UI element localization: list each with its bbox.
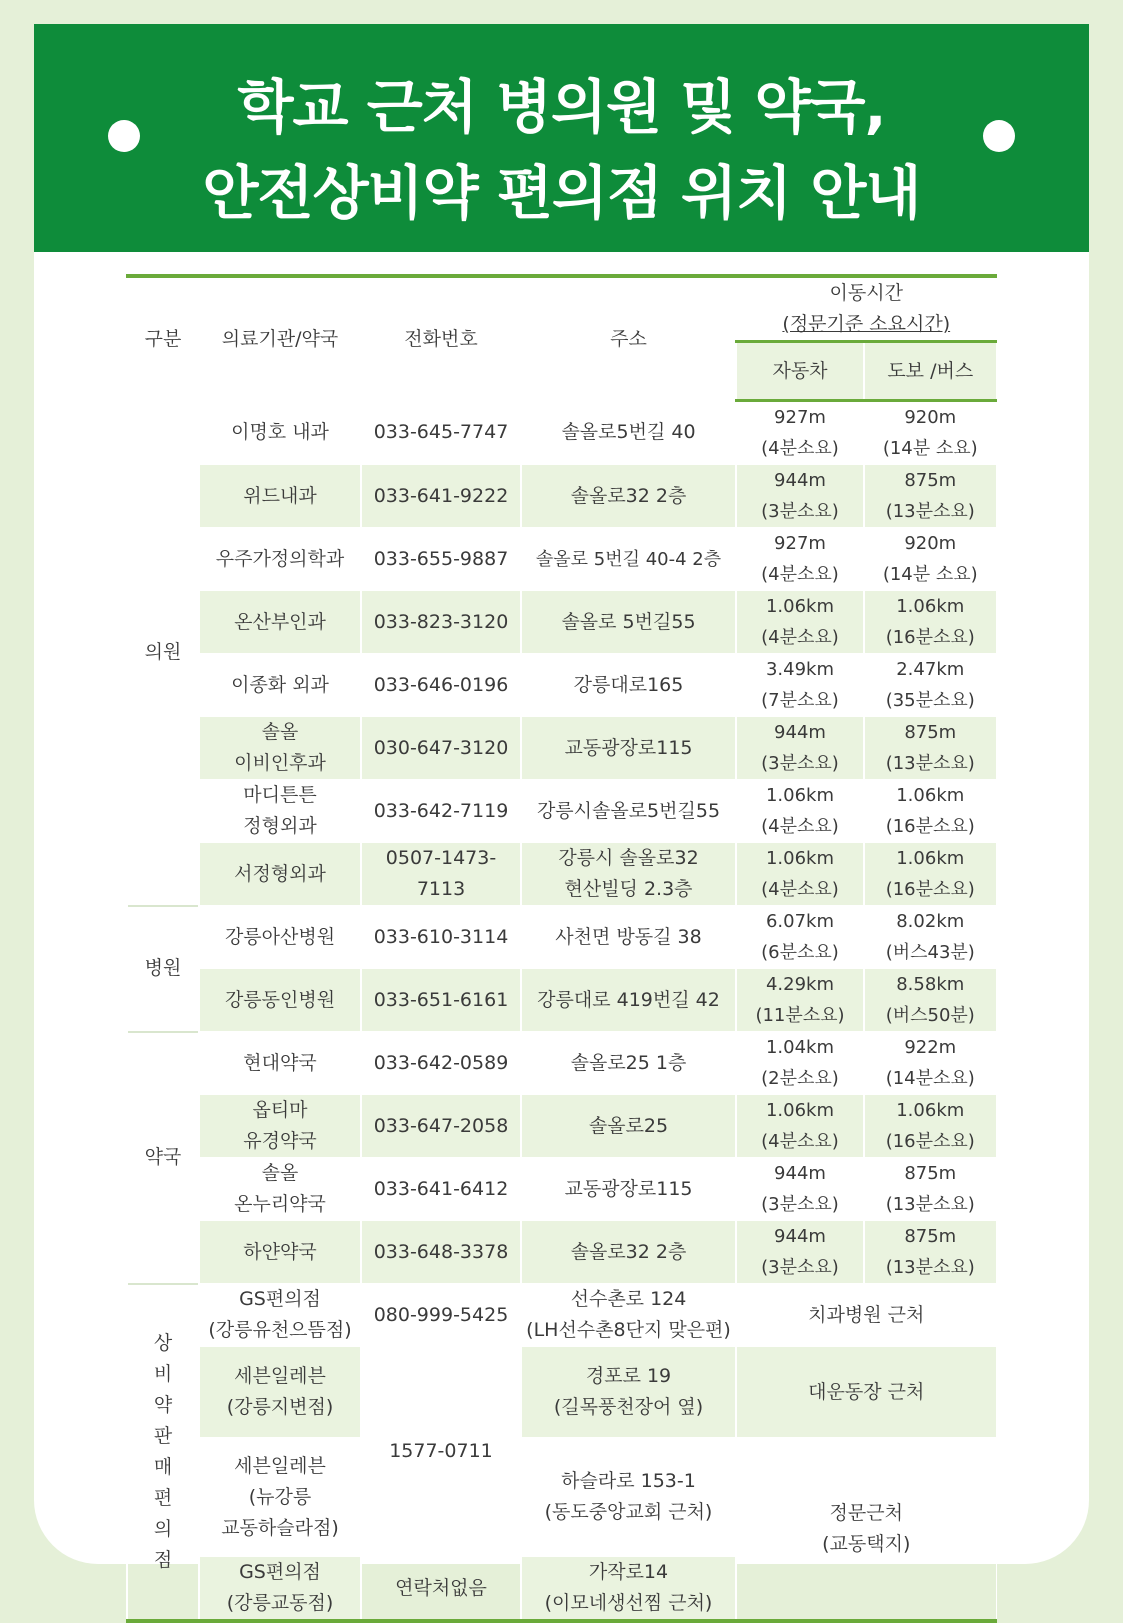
info-card (34, 24, 1089, 1614)
store-name-line: (뉴강릉 (248, 1485, 312, 1508)
car-time-cell (736, 1095, 864, 1158)
clinic-phone-line: 0507-1473- (385, 847, 497, 869)
walk-duration: (13분소요) (885, 1257, 975, 1278)
clinic-name (199, 717, 361, 780)
car-distance: 944m (774, 722, 826, 743)
clinic-address: 교동광장로115 (521, 717, 736, 780)
car-distance: 3.49km (765, 659, 835, 680)
walk-duration: (13분소요) (885, 1194, 975, 1215)
header-travel-time (736, 276, 996, 342)
car-duration: (11분소요) (755, 1005, 845, 1026)
walk-duration: (14분 소요) (882, 438, 978, 459)
table-row (127, 780, 996, 843)
car-distance: 4.29km (765, 974, 835, 995)
car-distance: 6.07km (765, 911, 835, 932)
car-time-cell (736, 465, 864, 528)
car-distance: 944m (774, 1163, 826, 1184)
car-distance: 1.04km (765, 1037, 835, 1058)
header-phone: 전화번호 (361, 276, 521, 401)
car-distance: 944m (774, 470, 826, 491)
pharmacy-name-line: 유경약국 (243, 1130, 317, 1152)
store-name (199, 1557, 361, 1622)
table-row (127, 1158, 996, 1221)
group-pharmacy: 약국 (127, 1032, 199, 1284)
table-row (127, 1032, 996, 1095)
table-row (127, 528, 996, 591)
store-name (199, 1347, 361, 1438)
pharmacy-name-line: 옵티마 (252, 1099, 308, 1121)
store-name-line: 세븐일레븐 (234, 1454, 326, 1477)
store-address (521, 1347, 736, 1438)
header-name: 의료기관/약국 (199, 276, 361, 401)
table-row (127, 843, 996, 906)
clinic-name: 우주가정의학과 (199, 528, 361, 591)
car-distance: 944m (774, 1226, 826, 1247)
table-row (127, 401, 996, 465)
store-name (199, 1438, 361, 1557)
walk-time-cell (864, 906, 996, 969)
car-time-cell (736, 1221, 864, 1284)
walk-duration: (16분소요) (885, 879, 975, 900)
hospital-name: 강릉아산병원 (199, 906, 361, 969)
walk-distance: 922m (904, 1037, 957, 1058)
header-address: 주소 (521, 276, 736, 401)
clinic-phone: 033-641-9222 (361, 465, 521, 528)
table-row (127, 906, 996, 969)
car-duration: (3분소요) (761, 753, 839, 774)
table-row (127, 591, 996, 654)
store-note-line: (교동택지) (822, 1532, 911, 1555)
header-car: 자동차 (736, 342, 864, 401)
car-duration: (4분소요) (761, 438, 839, 459)
car-time-cell (736, 969, 864, 1032)
store-address (521, 1557, 736, 1622)
pharmacy-name-line: 온누리약국 (234, 1193, 326, 1215)
page-title-line-1: 학교 근처 병의원 및 약국, (237, 73, 886, 141)
car-time-cell (736, 401, 864, 465)
group-store-char: 의 (153, 1517, 173, 1540)
car-time-cell (736, 843, 864, 906)
store-address-line: (길목풍천장어 옆) (553, 1396, 704, 1418)
store-address-line: (이모네생선찜 근처) (544, 1592, 713, 1614)
table-row (127, 969, 996, 1032)
store-address-line: (LH선수촌8단지 맞은편) (526, 1319, 731, 1341)
store-note-line: 정문근처 (829, 1501, 903, 1524)
group-store-char: 판 (153, 1424, 173, 1447)
walk-distance: 920m (904, 407, 957, 428)
store-phone: 080-999-5425 (361, 1284, 521, 1347)
walk-distance: 920m (904, 533, 957, 554)
group-store-char: 매 (153, 1455, 173, 1478)
walk-time-cell (864, 717, 996, 780)
table-row (127, 654, 996, 717)
pharmacy-phone: 033-648-3378 (361, 1221, 521, 1284)
car-time-cell (736, 1158, 864, 1221)
title-banner (34, 24, 1089, 252)
walk-distance: 875m (904, 1163, 957, 1184)
walk-duration: (버스43분) (885, 942, 975, 963)
walk-time-cell (864, 1032, 996, 1095)
walk-distance: 1.06km (896, 848, 965, 869)
store-note: 대운동장 근처 (736, 1347, 996, 1438)
walk-duration: (16분소요) (885, 627, 975, 648)
table-row (127, 1438, 996, 1557)
clinic-name: 온산부인과 (199, 591, 361, 654)
clinic-phone-line: 7113 (416, 878, 466, 900)
hospital-address: 사천면 방동길 38 (521, 906, 736, 969)
walk-time-cell (864, 528, 996, 591)
facility-table (126, 274, 997, 1623)
car-time-cell (736, 528, 864, 591)
walk-distance: 1.06km (896, 596, 965, 617)
clinic-address: 강릉대로165 (521, 654, 736, 717)
car-duration: (3분소요) (761, 1194, 839, 1215)
car-duration: (6분소요) (761, 942, 839, 963)
group-store-char: 상 (153, 1331, 173, 1354)
table-row (127, 1284, 996, 1347)
pharmacy-phone: 033-641-6412 (361, 1158, 521, 1221)
walk-time-cell (864, 465, 996, 528)
clinic-address: 솔올로 5번길 40-4 2층 (521, 528, 736, 591)
pharmacy-name: 하얀약국 (199, 1221, 361, 1284)
store-address (521, 1438, 736, 1557)
car-time-cell (736, 654, 864, 717)
car-distance: 1.06km (765, 596, 835, 617)
header-travel-sub: (정문기준 소요시간) (782, 313, 951, 335)
clinic-name-line: 마디튼튼 (243, 784, 317, 806)
page-title-line-2: 안전상비약 편의점 위치 안내 (202, 159, 921, 227)
hospital-phone: 033-610-3114 (361, 906, 521, 969)
walk-time-cell (864, 1221, 996, 1284)
clinic-name-line: 정형외과 (243, 815, 317, 837)
store-name-line: 세븐일레븐 (234, 1365, 326, 1387)
car-distance: 1.06km (765, 785, 835, 806)
clinic-address: 솔올로5번길 40 (521, 401, 736, 465)
walk-time-cell (864, 780, 996, 843)
walk-distance: 875m (904, 722, 957, 743)
store-address-line: 하슬라로 153-1 (561, 1470, 696, 1492)
store-address-line: (동도중앙교회 근처) (544, 1501, 713, 1523)
clinic-name-line: 이비인후과 (234, 752, 326, 774)
walk-time-cell (864, 969, 996, 1032)
walk-distance: 2.47km (896, 659, 965, 680)
store-note (736, 1438, 996, 1622)
car-duration: (7분소요) (761, 690, 839, 711)
walk-duration: (버스50분) (885, 1005, 975, 1026)
car-time-cell (736, 906, 864, 969)
clinic-name: 위드내과 (199, 465, 361, 528)
clinic-address: 강릉시솔올로5번길55 (521, 780, 736, 843)
pharmacy-phone: 033-647-2058 (361, 1095, 521, 1158)
car-time-cell (736, 591, 864, 654)
walk-duration: (35분소요) (885, 690, 975, 711)
store-address (521, 1284, 736, 1347)
store-name-line: (강릉유천으뜸점) (208, 1319, 352, 1341)
clinic-name-line: 솔올 (261, 721, 299, 743)
store-note: 치과병원 근처 (736, 1284, 996, 1347)
group-store-char: 점 (153, 1548, 173, 1571)
walk-duration: (16분소요) (885, 1131, 975, 1152)
clinic-name: 서정형외과 (199, 843, 361, 906)
walk-duration: (13분소요) (885, 501, 975, 522)
store-address-line: 가작로14 (588, 1561, 669, 1583)
clinic-address-line: 강릉시 솔올로32 (558, 847, 699, 869)
pharmacy-address: 솔올로25 1층 (521, 1032, 736, 1095)
store-name-line: (강릉교동점) (226, 1592, 334, 1614)
walk-distance: 8.02km (896, 911, 965, 932)
car-distance: 1.06km (765, 848, 835, 869)
clinic-phone: 033-646-0196 (361, 654, 521, 717)
store-phone: 연락처없음 (361, 1557, 521, 1622)
car-duration: (3분소요) (761, 1257, 839, 1278)
walk-distance: 875m (904, 470, 957, 491)
car-duration: (3분소요) (761, 501, 839, 522)
walk-duration: (13분소요) (885, 753, 975, 774)
hospital-address: 강릉대로 419번길 42 (521, 969, 736, 1032)
table-row (127, 1221, 996, 1284)
walk-time-cell (864, 654, 996, 717)
walk-duration: (16분소요) (885, 816, 975, 837)
walk-time-cell (864, 591, 996, 654)
group-clinic: 의원 (127, 401, 199, 906)
walk-time-cell (864, 1158, 996, 1221)
store-name-line: GS편의점 (239, 1561, 321, 1583)
clinic-address (521, 843, 736, 906)
pharmacy-address: 교동광장로115 (521, 1158, 736, 1221)
pharmacy-address: 솔올로25 (521, 1095, 736, 1158)
clinic-name: 이명호 내과 (199, 401, 361, 465)
car-distance: 927m (774, 407, 826, 428)
clinic-phone (361, 843, 521, 906)
clinic-phone: 033-642-7119 (361, 780, 521, 843)
table-row (127, 717, 996, 780)
group-hospital: 병원 (127, 906, 199, 1032)
car-duration: (4분소요) (761, 879, 839, 900)
header-travel-label: 이동시간 (829, 282, 903, 304)
clinic-address-line: 현산빌딩 2.3층 (564, 878, 693, 900)
car-time-cell (736, 780, 864, 843)
pharmacy-name (199, 1095, 361, 1158)
store-name-line: (강릉지변점) (226, 1396, 334, 1418)
table-row (127, 465, 996, 528)
car-time-cell (736, 717, 864, 780)
car-time-cell (736, 1032, 864, 1095)
walk-distance: 1.06km (896, 785, 965, 806)
car-distance: 1.06km (765, 1100, 835, 1121)
walk-time-cell (864, 843, 996, 906)
car-duration: (4분소요) (761, 1131, 839, 1152)
clinic-phone: 030-647-3120 (361, 717, 521, 780)
clinic-phone: 033-645-7747 (361, 401, 521, 465)
store-name (199, 1284, 361, 1347)
store-address-line: 경포로 19 (585, 1365, 672, 1387)
car-duration: (2분소요) (761, 1068, 839, 1089)
pharmacy-name-line: 솔올 (261, 1162, 299, 1184)
group-store-label (132, 1328, 194, 1576)
clinic-name: 이종화 외과 (199, 654, 361, 717)
group-store-char: 비 (153, 1362, 173, 1385)
clinic-address: 솔올로 5번길55 (521, 591, 736, 654)
car-duration: (4분소요) (761, 816, 839, 837)
group-store (127, 1284, 199, 1622)
clinic-phone: 033-655-9887 (361, 528, 521, 591)
hospital-phone: 033-651-6161 (361, 969, 521, 1032)
clinic-phone: 033-823-3120 (361, 591, 521, 654)
walk-time-cell (864, 401, 996, 465)
table-row (127, 1095, 996, 1158)
store-address-line: 선수촌로 124 (570, 1288, 687, 1310)
pharmacy-name: 현대약국 (199, 1032, 361, 1095)
store-name-line: GS편의점 (239, 1288, 321, 1310)
table-row (127, 1347, 996, 1438)
hospital-name: 강릉동인병원 (199, 969, 361, 1032)
store-name-line: 교동하슬라점) (221, 1516, 339, 1539)
store-shared-phone: 1577-0711 (361, 1347, 521, 1557)
group-store-char: 편 (153, 1486, 173, 1509)
header-walk: 도보 /버스 (864, 342, 996, 401)
group-store-char: 약 (153, 1393, 173, 1416)
car-duration: (4분소요) (761, 627, 839, 648)
walk-time-cell (864, 1095, 996, 1158)
walk-distance: 875m (904, 1226, 957, 1247)
pharmacy-name (199, 1158, 361, 1221)
walk-duration: (14분 소요) (882, 564, 978, 585)
header-category: 구분 (127, 276, 199, 401)
pharmacy-phone: 033-642-0589 (361, 1032, 521, 1095)
clinic-address: 솔올로32 2층 (521, 465, 736, 528)
clinic-name (199, 780, 361, 843)
table-header-row (127, 276, 996, 342)
car-duration: (4분소요) (761, 564, 839, 585)
car-distance: 927m (774, 533, 826, 554)
walk-distance: 8.58km (896, 974, 965, 995)
walk-distance: 1.06km (896, 1100, 965, 1121)
pharmacy-address: 솔올로32 2층 (521, 1221, 736, 1284)
walk-duration: (14분소요) (885, 1068, 975, 1089)
